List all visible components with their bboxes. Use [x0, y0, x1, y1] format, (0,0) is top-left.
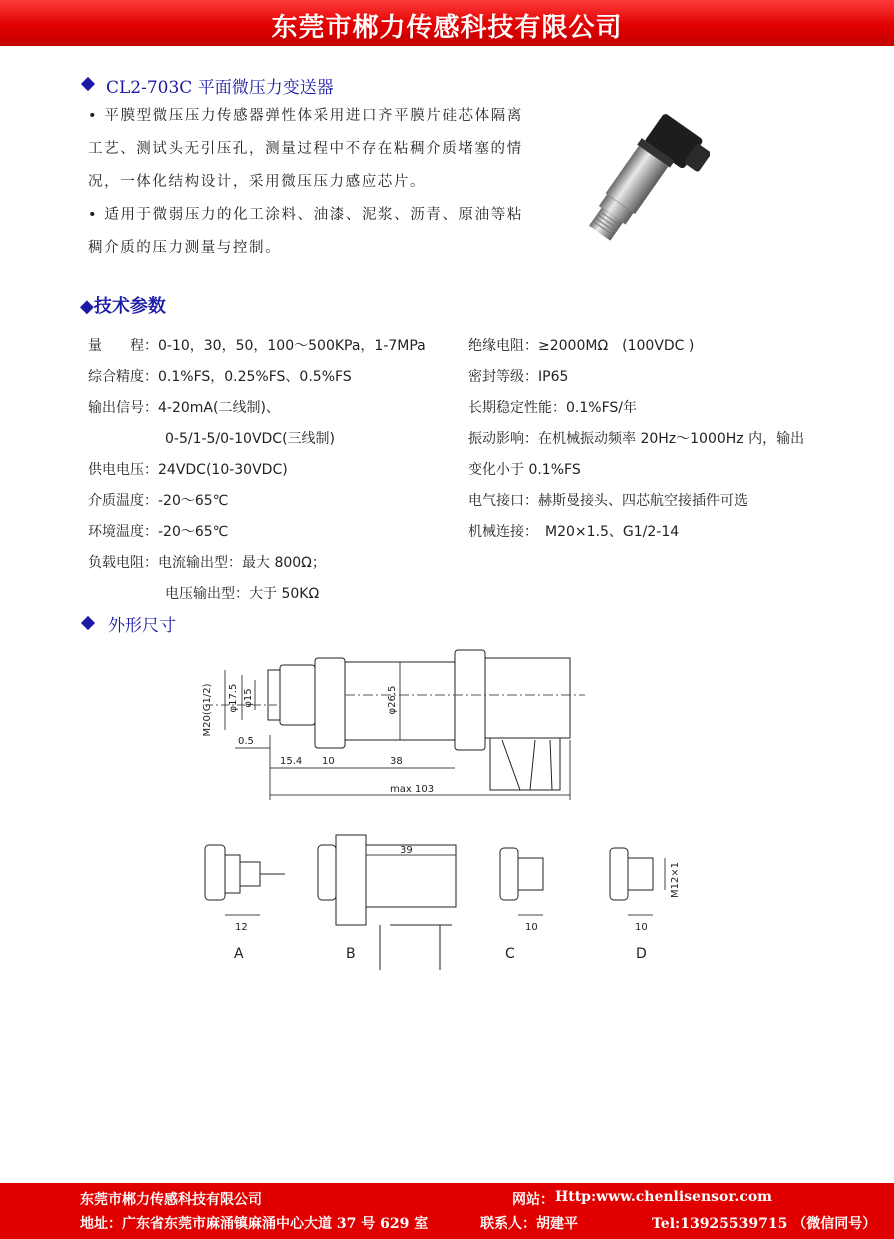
variant-d: [610, 848, 665, 915]
spec-stability: 长期稳定性能：0.1%FS/年: [468, 400, 637, 416]
spec-insulation: 绝缘电阻：≥2000MΩ (100VDC ): [468, 338, 695, 354]
variant-label-c: C: [505, 946, 515, 962]
label-05: 0.5: [238, 736, 254, 747]
spec-accuracy: 综合精度：0.1%FS，0.25%FS、0.5%FS: [88, 369, 352, 385]
label-10c: 10: [525, 922, 538, 933]
spec-vibration-cont: 变化小于 0.1%FS: [468, 462, 581, 478]
spec-ambient-temp: 环境温度：-20～65℃: [88, 524, 229, 540]
footer-contact: 联系人：胡建平: [480, 1216, 578, 1232]
footer-company: 东莞市郴力传感科技有限公司: [80, 1192, 262, 1208]
label-10d: 10: [635, 922, 648, 933]
dimension-lines: [225, 662, 570, 800]
spec-sealing: 密封等级：IP65: [468, 369, 569, 385]
label-154: 15.4: [280, 756, 303, 767]
label-d15: φ15: [243, 688, 254, 708]
label-12: 12: [235, 922, 248, 933]
spec-load-cont: 电压输出型：大于 50KΩ: [165, 586, 320, 602]
variant-label-b: B: [346, 946, 356, 962]
footer-bar: [0, 1183, 894, 1239]
dims-title: 外形尺寸: [108, 616, 176, 636]
product-title: CL2-703C 平面微压力变送器: [106, 78, 334, 98]
footer-website[interactable]: Http:www.chenlisensor.com: [555, 1189, 772, 1205]
spec-output-cont: 0-5/1-5/0-10VDC(三线制): [165, 431, 335, 447]
label-10: 10: [322, 756, 335, 767]
product-intro: [88, 100, 528, 265]
tech-params-title: ◆技术参数: [80, 296, 166, 317]
label-38: 38: [390, 756, 403, 767]
intro-paragraph-2: • 适用于微弱压力的化工涂料、油漆、泥浆、沥青、原油等粘稠介质的压力测量与控制。: [88, 207, 523, 256]
company-title: 东莞市郴力传感科技有限公司: [271, 13, 623, 43]
variant-a: [205, 845, 285, 915]
label-max103: max 103: [390, 784, 435, 795]
diamond-bullet-icon: [81, 616, 95, 630]
dimension-drawing: [190, 640, 710, 970]
spec-output: 输出信号：4-20mA(二线制)、: [88, 400, 280, 416]
footer-address: 地址：广东省东莞市麻涌镇麻涌中心大道 37 号 629 室: [80, 1216, 429, 1232]
product-photo: [560, 96, 710, 266]
intro-paragraph-1: • 平膜型微压压力传感器弹性体采用进口齐平膜片硅芯体隔离工艺、测试头无引压孔，测量过程中不存在粘稠介质堵塞的情况，一体化结构设计，采用微压压力感应芯片。: [88, 108, 523, 190]
label-39: 39: [400, 845, 413, 856]
footer-website-label: 网站：: [512, 1192, 554, 1208]
variant-b: [318, 835, 456, 970]
spec-range: 量 程：0-10，30，50，100～500KPa，1-7MPa: [88, 338, 426, 354]
variant-c: [500, 848, 543, 915]
header-bar: [0, 0, 894, 46]
spec-right-column: [468, 331, 804, 548]
spec-vibration: 振动影响：在机械振动频率 20Hz～1000Hz 内，输出: [468, 431, 805, 447]
label-d265: φ26.5: [387, 685, 398, 715]
spec-medium-temp: 介质温度：-20～65℃: [88, 493, 229, 509]
main-body-outline: [205, 650, 585, 790]
spec-load: 负载电阻：电流输出型：最大 800Ω；: [88, 555, 326, 571]
spec-left-column: [88, 331, 426, 610]
footer-tel: Tel:13925539715 （微信同号）: [652, 1216, 877, 1232]
variant-label-a: A: [234, 946, 244, 962]
label-d175: φ17.5: [228, 683, 239, 713]
spec-mechanical: 机械连接： M20×1.5、G1/2-14: [468, 524, 680, 540]
label-m20: M20(G1/2): [202, 683, 213, 737]
label-m12: M12×1: [670, 861, 681, 899]
spec-electrical: 电气接口：赫斯曼接头、四芯航空接插件可选: [468, 493, 748, 509]
diamond-bullet-icon: [81, 77, 95, 91]
spec-supply: 供电电压：24VDC(10-30VDC): [88, 462, 288, 478]
variant-label-d: D: [636, 946, 647, 962]
